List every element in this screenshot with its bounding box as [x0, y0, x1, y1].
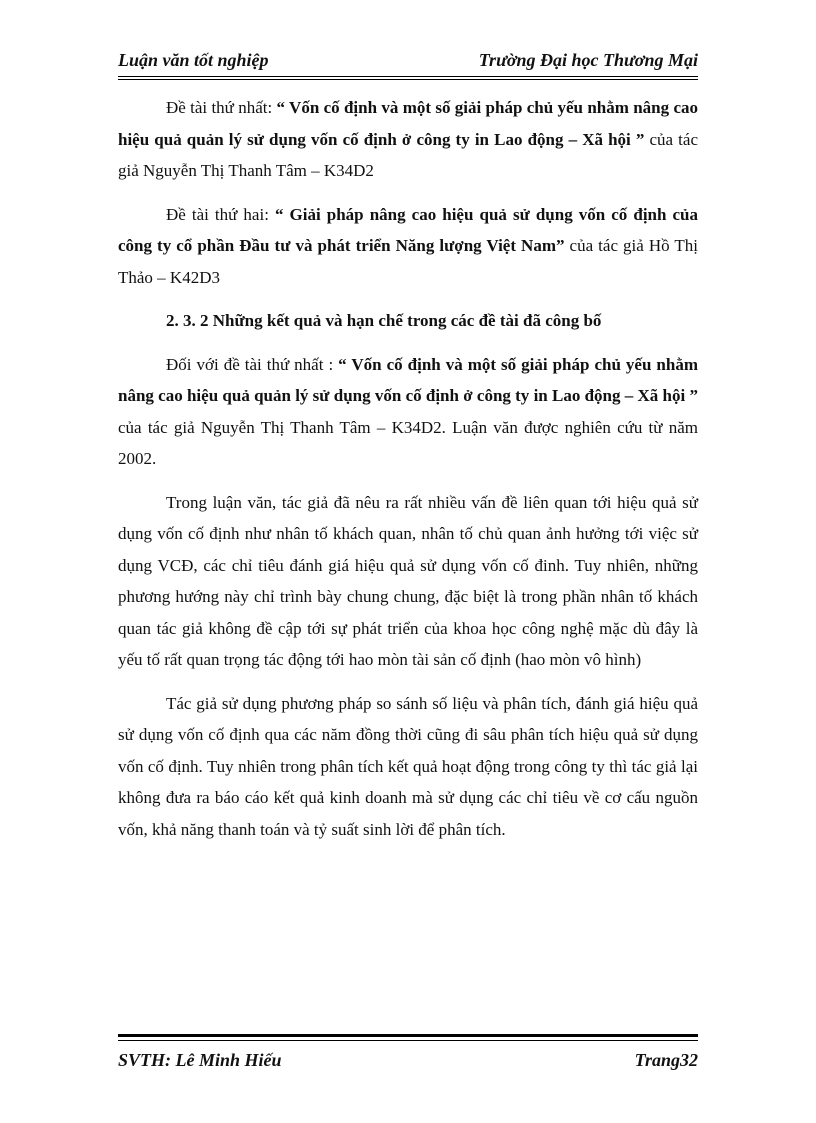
section-heading	[118, 305, 698, 337]
topic-1-prefix: Đề tài thứ nhất:	[166, 98, 277, 117]
topic-2-author: của tác giả Hồ Thị Thảo – K42D3	[118, 236, 698, 287]
paragraph-topic-1	[118, 92, 698, 187]
section-heading-text: 2. 3. 2 Những kết quả và hạn chế trong các đề tài đã công bố	[166, 311, 602, 330]
topic-1-author: của tác giả Nguyễn Thị Thanh Tâm – K34D2	[118, 129, 698, 180]
paragraph-analysis: Trong luận văn, tác giả đã nêu ra rất nhiều vấn đề liên quan tới hiệu quả sử dụng vốn cố định như nhân tố khách quan, nhân tố chủ quan ảnh hưởng tới việc sử dụng VCĐ, các chỉ tiêu đánh giá hiệu quả sử dụng vốn cố đinh. Tuy nhiên, những phương hướng này chỉ trình bày chung chung, đặc biệt là trong phần nhân tố khách quan tác giả không đề cập tới sự phát triển của khoa học công nghệ mặc dù đây là yếu tố rất quan trọng tác động tới hao mòn tài sản cố định (hao mòn vô hình)	[118, 492, 698, 669]
paragraph-review-topic-1	[118, 349, 698, 475]
review-suffix: của tác giả Nguyễn Thị Thanh Tâm – K34D2. Luận văn được nghiên cứu từ năm 2002.	[118, 417, 698, 468]
footer-page-number: Trang32	[634, 1050, 698, 1070]
footer-student-name: SVTH: Lê Minh Hiếu	[118, 1050, 282, 1070]
review-prefix: Đối với đề tài thứ nhất :	[166, 354, 339, 374]
page-footer	[118, 1050, 698, 1076]
topic-2-prefix: Đề tài thứ hai:	[166, 204, 275, 224]
topic-2-title: “ Giải pháp nâng cao hiệu quả sử dụng vốn cố định của công ty cổ phần Đầu tư và phát triển Năng lượng Việt Nam”	[118, 204, 699, 255]
header-thesis-label: Luận văn tốt nghiệp	[118, 50, 269, 70]
review-title: “ Vốn cố định và một số giải pháp chủ yếu nhằm nâng cao hiệu quả quản lý sử dụng vốn cố định ở công ty in Lao động – Xã hội ”	[118, 354, 698, 405]
paragraph-method: Tác giả sử dụng phương pháp so sánh số liệu và phân tích, đánh giá hiệu quả sử dụng vốn cố định qua các năm đồng thời cũng đi sâu phân tích hiệu quả sử dụng vốn cố định. Tuy nhiên trong phân tích kết quả hoạt động trong công ty thì tác giả lại không đưa ra báo cáo kết quả kinh doanh mà sử dụng các chỉ tiêu về cơ cấu nguồn vốn, khả năng thanh toán và tỷ suất sinh lời để phân tích.	[118, 693, 698, 839]
paragraph-topic-2	[118, 199, 698, 294]
header-rule-bottom	[118, 79, 698, 80]
topic-1-title: “ Vốn cố định và một số giải pháp chủ yếu nhằm nâng cao hiệu quả quản lý sử dụng vốn cố định ở công ty in Lao động – Xã hội ”	[118, 98, 698, 149]
header-university-name: Trường Đại học Thương Mại	[478, 50, 698, 70]
header-rule-top	[118, 76, 698, 77]
footer-rule-thick	[118, 1034, 698, 1037]
footer-rule-thin	[118, 1040, 698, 1041]
page-header	[118, 50, 698, 76]
page-body	[118, 92, 698, 845]
